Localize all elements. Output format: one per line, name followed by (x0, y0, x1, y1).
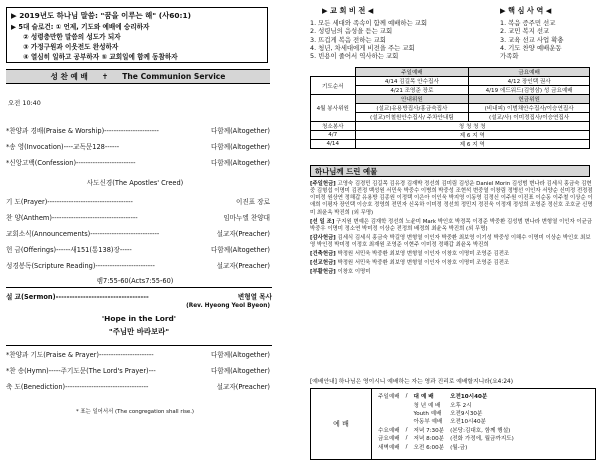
order-announcements (6, 228, 270, 238)
order-value: 다함께(Altogether) (211, 143, 270, 151)
preacher-en: (Rev. Hyeong Yeol Byeon) (186, 303, 270, 309)
table-row (375, 417, 517, 425)
table-cell: 4/12 장인택 권사 (469, 77, 590, 86)
table-header: 헌금위원 (469, 95, 590, 104)
offering-list (310, 181, 594, 279)
offering-tag: [선교헌금] (310, 260, 336, 267)
order-leader-dashes: ----교독문128------ (63, 143, 120, 151)
order-value: 임마누엘 찬양대 (223, 214, 270, 222)
order-value: 다함께(Altogether) (211, 367, 270, 375)
schedule-who: 저녁 7:30분 (413, 427, 445, 434)
order-value: 이진표 장로 (236, 198, 270, 206)
order-leader-dashes: ------------------------- (76, 159, 136, 167)
core-item: 3. 교육 선교 사업 확충 (500, 35, 564, 44)
order-label: *찬양과 경배(Praise & Worship) (6, 127, 105, 135)
vision-item: 4. 청년, 차세대에게 비전을 주는 교회 (310, 43, 415, 52)
worship-announcement: [예배안내] 하나님은 영이시니 예배하는 자는 영과 진리로 예배할지니라(요4:24) (310, 379, 513, 385)
schedule-name (375, 400, 403, 408)
list-item (310, 269, 594, 276)
order-anthem (6, 212, 270, 222)
sermon-row (6, 291, 272, 301)
order-value: 설교자(Preacher) (216, 230, 270, 238)
order-leader-dashes: ------새151(통138)장----- (56, 246, 132, 254)
order-prayer (6, 196, 270, 206)
schedule-name: 수요예배 (378, 427, 400, 434)
order-leader-dashes: ---------------------------------- (55, 293, 149, 301)
theme-slogan: ▶ 5대 슬로건: ① 언제, 기도와 예배에 승리하자 (11, 23, 150, 31)
table-header: 금요예배 (469, 68, 590, 77)
offering-names: 구지원 변예은 김재학 정선희 노윤미 Mark 박인호 박정목 이경준 박중환 김성범 변나라 변형열 이인자 이균금 박중우 이명미 정소연 박미정 이상순 전정희 배정희 최윤옥 박진희 (외 무명) (310, 218, 593, 232)
schedule-time: 오전10시40분 (450, 394, 488, 401)
schedule-name: 새벽예배 (378, 444, 400, 451)
order-offerings (6, 244, 270, 254)
schedule-box (310, 388, 596, 460)
order-invocation (6, 141, 270, 151)
offering-tag: [부활헌금] (310, 269, 336, 276)
table-cell: 청 청 청 청 (355, 122, 590, 131)
theme-box (6, 7, 268, 63)
core-item: 4. 기도 찬양 예배운동 (500, 43, 562, 52)
table-row (375, 400, 517, 408)
order-leader-dashes: ------------------------------------ (47, 198, 133, 206)
order-label: 교회소식(Announcements) (6, 230, 91, 238)
order-leader-dashes: ------------------------- (95, 262, 155, 270)
schedule-name (375, 409, 403, 417)
sermon-title-en: 'Hope in the Lord' (101, 314, 177, 323)
core-heading: ▶ 핵 심 사 역 ◀ (500, 6, 552, 15)
offering-header: 하나님께 드린 예물 (310, 165, 590, 177)
theme-title: ▶ 2019년도 하나님 말씀: "꿈을 이루는 해" (사60:1) (11, 11, 192, 20)
theme-line-3: ④ 열심히 일하고 공부하자 ⑤ 교회일에 함께 동참하자 (23, 53, 178, 61)
table-cell: 4/14 (311, 140, 356, 149)
worship-header-en: The Communion Service (122, 72, 226, 81)
scripture-ref: 렘7:55-60(Acts7:55-60) (96, 277, 174, 285)
table-row (375, 442, 517, 450)
schedule-who: 아동부 예배 (413, 419, 443, 426)
vision-item: 1. 모든 세대와 족속이 함께 예배하는 교회 (310, 19, 428, 27)
stand-note: * 표는 일어서서 (The congregation shall rise.) (75, 409, 195, 415)
theme-line-1: ② 성령충만한 말씀의 성도가 되자 (23, 33, 121, 41)
worship-header-title: 성 찬 예 배 (50, 72, 88, 81)
order-value: 다함께(Altogether) (211, 159, 270, 167)
order-label: 성경봉독(Scripture Reading) (6, 262, 96, 270)
offering-names: 박정원 서민욱 박중환 최보영 변형열 이인자 이창호 이명미 조영준 김전조 (337, 251, 510, 258)
table-cell: 4/14 김길목 안수집사 (355, 77, 469, 86)
schedule-who: 대 예 배 (413, 394, 434, 401)
order-label: 찬 양(Anthem) (6, 214, 52, 222)
order-value: 설교자(Preacher) (216, 262, 270, 270)
table-row (375, 434, 517, 442)
schedule-sep (403, 400, 411, 408)
order-leader-dashes: ----------------------- (98, 351, 154, 359)
list-item (310, 251, 594, 258)
table-row (375, 426, 517, 434)
vision-heading: ▶ 교 회 비 전 ◀ (322, 6, 374, 15)
table-header: 주일예배 (355, 68, 469, 77)
table-cell: 제 6 지 역 (355, 140, 590, 149)
offering-tag: [선 일 조] (310, 218, 335, 225)
worship-header (6, 69, 270, 84)
sermon-label: 설 교(Sermon) (6, 293, 56, 301)
order-value: 설교자(Preacher) (216, 383, 270, 391)
list-item (310, 181, 594, 217)
offering-tag: [건축헌금] (310, 251, 336, 258)
sermon-title-ko: "주님만 바라보라" (108, 327, 170, 336)
table-cell: (설교)유용방집사/홍금숙집사 (355, 104, 469, 113)
order-label: 축 도(Benediction) (6, 383, 66, 391)
schedule-sep: / (405, 435, 408, 442)
schedule-sep: / (405, 393, 408, 400)
schedule-who: Youth 예배 (413, 410, 442, 417)
offering-tag: [주일헌금] (310, 181, 336, 187)
table-cell: (설교/사) 이미정집사/이승연집사 (469, 113, 590, 122)
creed-line: 사도신경(The Apostles' Creed) (86, 179, 184, 187)
order-leader-dashes: ----------------------- (104, 127, 159, 135)
offering-names: 김세식 김세식 홍금숙 박길영 변형열 이인자 박중환 최보영 이기성 박중성 이해수 이명미 이상순 박인호 최보영 박인정 박미정 이정호 최재원 조영준 이현주 이미정 정해갑 최윤옥 박진희 (310, 234, 591, 248)
row-label: 4월 봉사위원 (311, 95, 356, 122)
offering-tag: [감사헌금] (310, 234, 336, 241)
table-cell: 제 6 지 역 (355, 131, 590, 140)
order-benediction (6, 381, 270, 391)
order-value: 다함께(Altogether) (211, 351, 270, 359)
schedule-who: 청 년 예 배 (413, 402, 441, 409)
sermon-box (6, 287, 272, 346)
cross-icon: ✝ (101, 72, 109, 81)
table-cell: 4/7 (311, 131, 356, 140)
vision-item: 5. 빈용이 줄어서 역사하는 교회 (310, 52, 399, 61)
order-label: *찬 송(Hymn) (6, 367, 49, 375)
core-item: 1. 복음 증주민 선교 (500, 19, 556, 27)
schedule-sep (403, 409, 411, 417)
order-label: *신앙고백(Confession) (6, 159, 77, 167)
order-leader-dashes: -----주기도문(The Lord's Prayer)--- (48, 367, 156, 375)
worship-time: 오전 10:40 (8, 99, 41, 107)
order-hymn (6, 365, 270, 375)
table-header: 안내위원 (355, 95, 469, 104)
schedule-label: 예 배 (311, 389, 372, 459)
schedule-name (375, 417, 403, 425)
offering-names: 고영숙 김경민 김길목 김유경 김재박 정선희 김미림 김성운 Daniel Morin 김성범 변나라 김세식 홍금숙 김현중 김형섭 이명미 김전정 백성원 서민욱 박중수 이병희 박중성 조현석 변중열 이창림 정병선 이인자 서양순 신미정 전정점 이미정 원상연 정해갑 유용방 김종원 이정택 이은아 이인욱 박지영 이동영 김정신 이주원 이진표 이순동 이주철 이상순 이애희 이평자 장인택 이승호 정영희 전민자 신옥하 이미정 정선희 정민지 정진욱 이정재 정성희 조영준 정신호 조호균 신명미 최윤옥 박진희 (외 무명) (310, 181, 593, 216)
order-scripture (6, 260, 270, 270)
list-item (310, 260, 594, 267)
schedule-time: 오전9시30분 (450, 410, 483, 417)
order-confession (6, 157, 270, 167)
schedule-name: 주일예배 (378, 394, 400, 401)
core-item: 가족화 (500, 52, 519, 61)
order-label: 기 도(Prayer) (6, 198, 48, 206)
table-row (375, 409, 517, 417)
table-cell: 4/21 조영준 장로 (355, 86, 469, 95)
offering-names: 박정원 서민욱 박중환 최보영 변형열 이인자 이창호 이명미 조영준 김전조 (337, 260, 510, 267)
schedule-sep: / (405, 443, 408, 450)
table-cell: (설교)이철원안수집사/ 주차안내팀 (355, 113, 469, 122)
row-label: 청소봉사 (311, 122, 356, 131)
order-leader-dashes: ----------------------------------- (65, 383, 149, 391)
schedule-time: 오후 2시 (450, 402, 472, 409)
schedule-time: (전화 가정에, 월금까지도) (450, 436, 514, 443)
schedule-name: 금요예배 (378, 436, 400, 443)
order-praise (6, 125, 270, 135)
core-list (500, 19, 596, 61)
vision-list (310, 19, 470, 61)
table-cell: (비내피) 이범채안수집사/이승연집사 (469, 104, 590, 113)
row-label: 기도순서 (311, 77, 356, 95)
table-cell: 4/19 에드워드(김영삼) 성 금요예배 (469, 86, 590, 95)
offering-names: 이창호 이명미 (337, 269, 371, 276)
order-label: *찬양과 기도(Praise & Prayer) (6, 351, 99, 359)
order-leader-dashes: ----------------------------- (90, 230, 160, 238)
order-praise-prayer (6, 349, 270, 359)
table-row (375, 392, 517, 400)
schedule-table (375, 392, 517, 451)
schedule-who: 오전 6:00분 (413, 444, 445, 451)
schedule-sep: / (405, 426, 408, 433)
order-label: 헌 금(Offerings) (6, 246, 57, 254)
order-leader-dashes: ------------------------------------ (51, 214, 138, 222)
order-value: 다함께(Altogether) (211, 127, 270, 135)
service-table (310, 67, 590, 149)
order-label: *송 영(Invocation) (6, 143, 64, 151)
theme-line-2: ③ 가정구원과 이웃전도 완성하자 (23, 43, 119, 51)
schedule-time: (본당:김대호, 함께 행설) (450, 427, 511, 434)
list-item (310, 219, 594, 233)
order-value: 다함께(Altogether) (211, 246, 270, 254)
vision-item: 2. 성령님의 음성을 듣는 교회 (310, 27, 393, 36)
vision-item: 3. 뜨겁게 복음 전하는 교회 (310, 35, 386, 44)
core-item: 2. 교민 복지 선교 (500, 27, 550, 36)
preacher-name: 변형열 목사 (237, 293, 272, 301)
schedule-time: (월-금) (450, 444, 468, 451)
schedule-sep (403, 417, 411, 425)
schedule-time: 오전10시40분 (450, 419, 486, 426)
list-item (310, 235, 594, 249)
schedule-who: 저녁 8:00분 (413, 436, 445, 443)
